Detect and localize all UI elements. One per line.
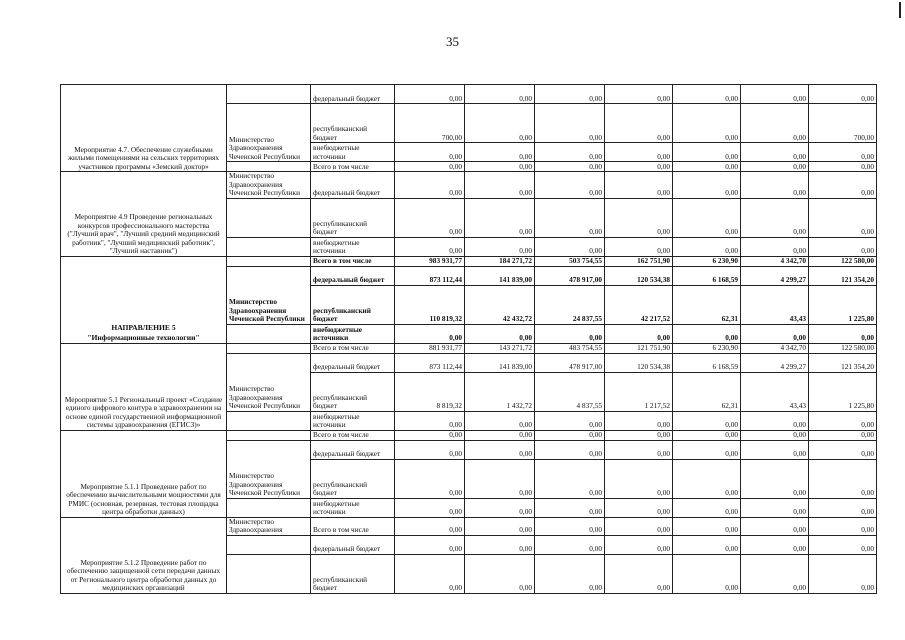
activity-cell: Мероприятие 4.7. Обеспечение служебными жилыми помещениями на сельских территориях участников программы «Земский доктор» (61, 85, 227, 172)
amount-cell: 0,00 (673, 459, 741, 498)
funding-source-cell: внебюджетные источники (311, 143, 395, 162)
amount-cell: 0,00 (395, 459, 465, 498)
amount-cell: 0,00 (741, 143, 809, 162)
amount-cell: 0,00 (809, 517, 877, 535)
amount-cell: 0,00 (535, 535, 605, 554)
amount-cell: 0,00 (605, 554, 673, 593)
amount-cell: 0,00 (395, 430, 465, 440)
amount-cell: 0,00 (535, 554, 605, 593)
amount-cell: 42 432,72 (465, 285, 535, 324)
amount-cell: 0,00 (535, 517, 605, 535)
amount-cell: 120 534,38 (605, 353, 673, 372)
amount-cell: 0,00 (673, 411, 741, 430)
amount-cell: 0,00 (465, 535, 535, 554)
amount-cell: 0,00 (395, 85, 465, 104)
amount-cell: 162 751,90 (605, 256, 673, 266)
executor-cell-empty (227, 430, 311, 440)
amount-cell: 0,00 (395, 162, 465, 172)
amount-cell: 62,31 (673, 285, 741, 324)
funding-source-cell: внебюджетные источники (311, 237, 395, 256)
amount-cell: 0,00 (535, 237, 605, 256)
amount-cell: 483 754,55 (535, 343, 605, 353)
amount-cell: 0,00 (395, 198, 465, 237)
amount-cell: 0,00 (465, 198, 535, 237)
amount-cell: 42 217,52 (605, 285, 673, 324)
amount-cell: 1 217,52 (605, 372, 673, 411)
executor-cell-empty (227, 198, 311, 237)
amount-cell: 0,00 (741, 440, 809, 459)
amount-cell: 1 225,80 (809, 372, 877, 411)
funding-source-cell: внебюджетные источники (311, 411, 395, 430)
amount-cell: 873 112,44 (395, 353, 465, 372)
amount-cell: 0,00 (673, 554, 741, 593)
funding-source-cell: федеральный бюджет (311, 353, 395, 372)
funding-source-cell: республиканский бюджет (311, 198, 395, 237)
executor-cell: Министерство Здравоохранения Чеченской Республики (227, 440, 311, 498)
amount-cell: 0,00 (535, 198, 605, 237)
amount-cell: 1 225,80 (809, 285, 877, 324)
amount-cell: 0,00 (673, 198, 741, 237)
table-row (61, 256, 877, 266)
amount-cell: 0,00 (465, 554, 535, 593)
executor-cell: Министерство Здравоохранения (227, 517, 311, 535)
amount-cell: 0,00 (605, 430, 673, 440)
amount-cell: 0,00 (809, 535, 877, 554)
amount-cell: 0,00 (395, 411, 465, 430)
amount-cell: 43,43 (741, 285, 809, 324)
direction-subtitle: "Информационные технологии" (87, 332, 200, 342)
amount-cell: 141 839,00 (465, 353, 535, 372)
amount-cell: 0,00 (809, 237, 877, 256)
funding-source-cell: республиканский бюджет (311, 554, 395, 593)
funding-source-cell: Всего в том числе (311, 430, 395, 440)
amount-cell: 0,00 (535, 498, 605, 517)
amount-cell: 0,00 (605, 459, 673, 498)
amount-cell: 0,00 (741, 104, 809, 143)
amount-cell: 0,00 (673, 237, 741, 256)
amount-cell: 0,00 (809, 440, 877, 459)
amount-cell: 4 342,70 (741, 343, 809, 353)
funding-source-cell: республиканский бюджет (311, 459, 395, 498)
amount-cell: 983 931,77 (395, 256, 465, 266)
amount-cell: 4 299,27 (741, 266, 809, 285)
amount-cell: 0,00 (741, 430, 809, 440)
amount-cell: 0,00 (535, 162, 605, 172)
amount-cell: 6 230,90 (673, 256, 741, 266)
amount-cell: 0,00 (605, 535, 673, 554)
amount-cell: 8 819,32 (395, 372, 465, 411)
amount-cell: 0,00 (809, 324, 877, 343)
amount-cell: 0,00 (741, 237, 809, 256)
amount-cell: 700,00 (395, 104, 465, 143)
amount-cell: 0,00 (535, 172, 605, 199)
amount-cell: 110 819,32 (395, 285, 465, 324)
budget-table (60, 84, 877, 594)
executor-cell-empty (227, 162, 311, 172)
amount-cell: 0,00 (395, 324, 465, 343)
amount-cell: 0,00 (465, 162, 535, 172)
amount-cell: 0,00 (535, 459, 605, 498)
amount-cell: 0,00 (809, 459, 877, 498)
amount-cell: 121 354,20 (809, 353, 877, 372)
executor-cell-empty (227, 554, 311, 593)
amount-cell: 0,00 (809, 430, 877, 440)
table-row (61, 85, 877, 104)
table-row (61, 343, 877, 353)
amount-cell: 0,00 (395, 535, 465, 554)
amount-cell: 0,00 (535, 85, 605, 104)
amount-cell: 0,00 (395, 143, 465, 162)
amount-cell: 1 432,72 (465, 372, 535, 411)
amount-cell: 0,00 (673, 440, 741, 459)
amount-cell: 700,00 (809, 104, 877, 143)
amount-cell: 0,00 (535, 440, 605, 459)
executor-cell: Министерство Здравоохранения Чеченской Республики (227, 266, 311, 324)
amount-cell: 0,00 (605, 198, 673, 237)
amount-cell: 0,00 (741, 85, 809, 104)
amount-cell: 24 837,55 (535, 285, 605, 324)
amount-cell: 4 837,55 (535, 372, 605, 411)
amount-cell: 0,00 (809, 411, 877, 430)
executor-cell-empty (227, 85, 311, 104)
amount-cell: 0,00 (673, 143, 741, 162)
executor-cell: Министерство Здравоохранения Чеченской Республики (227, 104, 311, 162)
page-edge-mark (899, 2, 901, 18)
amount-cell: 0,00 (605, 143, 673, 162)
executor-cell-empty (227, 535, 311, 554)
amount-cell: 184 271,72 (465, 256, 535, 266)
amount-cell: 503 754,55 (535, 256, 605, 266)
amount-cell: 0,00 (605, 498, 673, 517)
amount-cell: 0,00 (673, 498, 741, 517)
funding-source-cell: федеральный бюджет (311, 266, 395, 285)
amount-cell: 4 299,27 (741, 353, 809, 372)
amount-cell: 0,00 (605, 85, 673, 104)
amount-cell: 0,00 (605, 324, 673, 343)
amount-cell: 0,00 (809, 162, 877, 172)
funding-source-cell: Всего в том числе (311, 517, 395, 535)
amount-cell: 0,00 (809, 498, 877, 517)
funding-source-cell: федеральный бюджет (311, 535, 395, 554)
amount-cell: 0,00 (465, 440, 535, 459)
amount-cell: 0,00 (741, 535, 809, 554)
amount-cell: 0,00 (605, 237, 673, 256)
amount-cell: 0,00 (673, 172, 741, 199)
amount-cell: 0,00 (395, 517, 465, 535)
amount-cell: 0,00 (465, 517, 535, 535)
amount-cell: 0,00 (605, 162, 673, 172)
table-row (61, 517, 877, 535)
amount-cell: 143 271,72 (465, 343, 535, 353)
activity-cell: Мероприятие 5.1 Региональный проект «Создание единого цифрового контура в здравоохранении на основе единой государственной информационной системы здравоохранения (ЕГИСЗ)» (61, 343, 227, 430)
funding-source-cell: Всего в том числе (311, 162, 395, 172)
amount-cell: 122 580,00 (809, 343, 877, 353)
amount-cell: 0,00 (395, 554, 465, 593)
amount-cell: 141 839,00 (465, 266, 535, 285)
executor-cell-empty (227, 256, 311, 266)
amount-cell: 0,00 (741, 198, 809, 237)
amount-cell: 0,00 (673, 104, 741, 143)
funding-source-cell: федеральный бюджет (311, 440, 395, 459)
funding-source-cell: внебюджетные источники (311, 498, 395, 517)
amount-cell: 6 168,59 (673, 266, 741, 285)
amount-cell: 121 751,90 (605, 343, 673, 353)
amount-cell: 122 580,00 (809, 256, 877, 266)
amount-cell: 0,00 (673, 430, 741, 440)
amount-cell: 0,00 (395, 172, 465, 199)
amount-cell: 0,00 (741, 554, 809, 593)
funding-source-cell: Всего в том числе (311, 256, 395, 266)
amount-cell: 0,00 (465, 324, 535, 343)
funding-source-cell: федеральный бюджет (311, 85, 395, 104)
executor-cell-empty (227, 237, 311, 256)
executor-cell-empty (227, 498, 311, 517)
page-number: 35 (446, 34, 459, 49)
amount-cell: 0,00 (465, 104, 535, 143)
amount-cell: 0,00 (395, 498, 465, 517)
amount-cell: 0,00 (605, 517, 673, 535)
executor-cell-empty (227, 343, 311, 353)
amount-cell: 0,00 (465, 143, 535, 162)
amount-cell: 0,00 (809, 554, 877, 593)
activity-cell (61, 256, 227, 343)
amount-cell: 0,00 (741, 498, 809, 517)
amount-cell: 4 342,70 (741, 256, 809, 266)
amount-cell: 0,00 (809, 198, 877, 237)
amount-cell: 0,00 (741, 324, 809, 343)
amount-cell: 0,00 (465, 498, 535, 517)
activity-cell: Мероприятие 5.1.1 Проведение работ по обеспечению вычислительными мощностями для РМИС (основная, резервная, тестовая площадка центра обработки данных) (61, 430, 227, 517)
amount-cell: 0,00 (673, 535, 741, 554)
amount-cell: 0,00 (741, 459, 809, 498)
amount-cell: 0,00 (741, 162, 809, 172)
amount-cell: 0,00 (741, 411, 809, 430)
amount-cell: 0,00 (809, 85, 877, 104)
funding-source-cell: федеральный бюджет (311, 172, 395, 199)
activity-cell: Мероприятие 4.9 Проведение региональных конкурсов профессионального мастерства ("Лучший врач", "Лучший средний медицинский работник", "Лучший медицинский работник", "Лучший наставник") (61, 172, 227, 257)
amount-cell: 0,00 (605, 440, 673, 459)
amount-cell: 0,00 (741, 172, 809, 199)
amount-cell: 121 354,20 (809, 266, 877, 285)
amount-cell: 0,00 (535, 430, 605, 440)
funding-source-cell: республиканский бюджет (311, 372, 395, 411)
amount-cell: 0,00 (535, 324, 605, 343)
amount-cell: 0,00 (809, 172, 877, 199)
amount-cell: 6 168,59 (673, 353, 741, 372)
amount-cell: 0,00 (535, 411, 605, 430)
amount-cell: 0,00 (673, 324, 741, 343)
amount-cell: 0,00 (395, 440, 465, 459)
amount-cell: 873 112,44 (395, 266, 465, 285)
executor-cell-empty (227, 324, 311, 343)
amount-cell: 0,00 (673, 517, 741, 535)
amount-cell: 62,31 (673, 372, 741, 411)
amount-cell: 0,00 (465, 85, 535, 104)
executor-cell-empty (227, 411, 311, 430)
executor-cell: Министерство Здравоохранения Чеченской Республики (227, 353, 311, 411)
amount-cell: 0,00 (809, 143, 877, 162)
amount-cell: 478 917,00 (535, 353, 605, 372)
amount-cell: 881 931,77 (395, 343, 465, 353)
table-row (61, 430, 877, 440)
funding-source-cell: республиканский бюджет (311, 285, 395, 324)
amount-cell: 0,00 (673, 85, 741, 104)
amount-cell: 0,00 (605, 411, 673, 430)
executor-cell: Министерство Здравоохранения Чеченской Республики (227, 172, 311, 199)
amount-cell: 0,00 (535, 104, 605, 143)
activity-cell: Мероприятие 5.1.2 Проведение работ по обеспечению защищенной сети передачи данных от Регионального центра обработки данных до медицинских организаций (61, 517, 227, 593)
amount-cell: 0,00 (465, 237, 535, 256)
amount-cell: 0,00 (605, 104, 673, 143)
amount-cell: 0,00 (673, 162, 741, 172)
amount-cell: 0,00 (465, 430, 535, 440)
amount-cell: 43,43 (741, 372, 809, 411)
amount-cell: 0,00 (535, 143, 605, 162)
amount-cell: 6 230,90 (673, 343, 741, 353)
amount-cell: 120 534,38 (605, 266, 673, 285)
table-row (61, 172, 877, 199)
amount-cell: 478 917,00 (535, 266, 605, 285)
amount-cell: 0,00 (741, 517, 809, 535)
amount-cell: 0,00 (395, 237, 465, 256)
amount-cell: 0,00 (465, 459, 535, 498)
funding-source-cell: республиканский бюджет (311, 104, 395, 143)
amount-cell: 0,00 (605, 172, 673, 199)
funding-source-cell: внебюджетные источники (311, 324, 395, 343)
amount-cell: 0,00 (465, 172, 535, 199)
funding-source-cell: Всего в том числе (311, 343, 395, 353)
amount-cell: 0,00 (465, 411, 535, 430)
direction-title: НАПРАВЛЕНИЕ 5 (111, 322, 176, 332)
